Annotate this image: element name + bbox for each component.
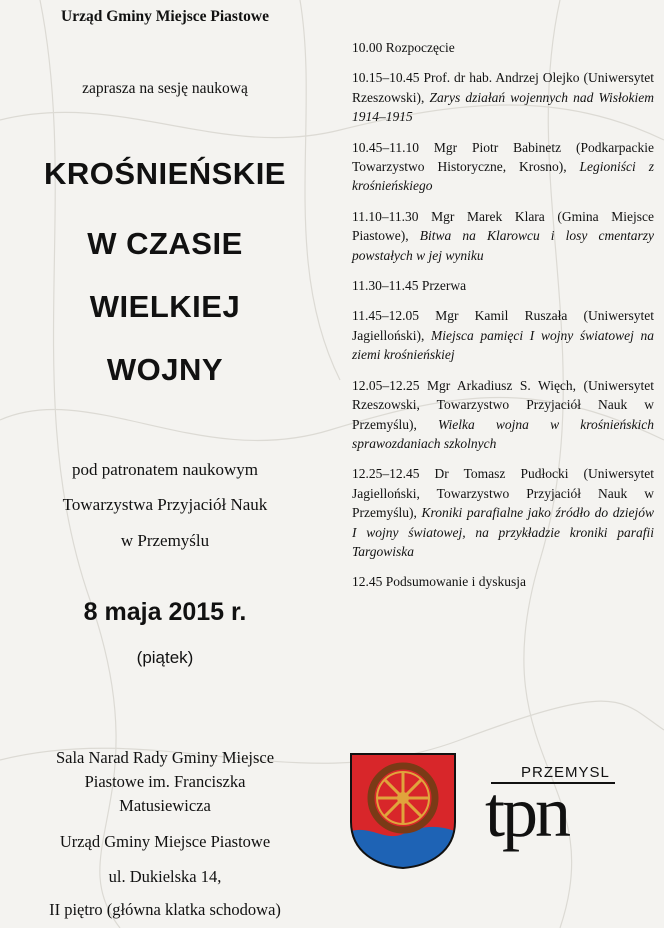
venue-line-1: Sala Narad Rady Gminy Miejsce <box>55 748 275 767</box>
title-line-4: WOJNY <box>106 352 224 387</box>
tpn-wordmark: tpn <box>485 772 569 852</box>
venue-line-2: Piastowe im. Franciszka <box>84 772 246 791</box>
tpn-city-label: PRZEMYSL <box>521 764 610 781</box>
program-item: 11.10–11.30 Mgr Marek Klara (Gmina Miejsce Piastowe), Bitwa na Klarowcu i losy cmentarzy powstałych w jej wyniku <box>352 208 654 263</box>
program-item: 10.00 Rozpoczęcie <box>352 40 455 55</box>
title-line-2: W CZASIE <box>87 226 243 261</box>
invitation-text: zaprasza na sesję naukową <box>82 80 248 97</box>
program-item: 10.15–10.45 Prof. dr hab. Andrzej Olejko (Uniwersytet Rzeszowski), Zarys działań wojennych nad Wisłokiem 1914–1915 <box>352 70 655 125</box>
left-column <box>0 0 330 928</box>
program-item: 12.45 Podsumowanie i dyskusja <box>352 574 526 590</box>
coat-of-arms-icon <box>349 752 457 870</box>
patronage-line-1: pod patronatem naukowym <box>71 460 258 479</box>
event-date: 8 maja 2015 r. <box>83 598 247 626</box>
organizer: Urząd Gminy Miejsce Piastowe <box>61 8 269 25</box>
title-line-3: WIELKIEJ <box>89 289 241 324</box>
program-item: 11.45–12.05 Mgr Kamil Ruszała (Uniwersytet Jagielloński), Miejsca pamięci I wojny światowej na ziemi krośnieńskiej <box>352 308 655 363</box>
patronage-line-2: Towarzystwa Przyjaciół Nauk <box>62 495 268 514</box>
venue-line-6: II piętro (główna klatka schodowa) <box>49 900 281 919</box>
tpn-logo <box>479 756 629 866</box>
program-item: 12.05–12.25 Mgr Arkadiusz S. Więch, (Uniwersytet Rzeszowski, Towarzystwo Przyjaciół Nauk w Przemyślu), Wielka wojna w krośnieńskich sprawozdaniach szkolnych <box>352 377 654 451</box>
program-item: 11.30–11.45 Przerwa <box>352 278 467 294</box>
event-weekday: (piątek) <box>136 648 194 667</box>
patronage-line-3: w Przemyślu <box>120 531 210 550</box>
title-line-1: KROŚNIEŃSKIE <box>44 156 286 191</box>
venue-line-5: ul. Dukielska 14, <box>108 867 222 886</box>
program-list <box>352 38 654 603</box>
program-item: 12.25–12.45 Dr Tomasz Pudłocki (Uniwersytet Jagielloński, Towarzystwo Przyjaciół Nauk w Przemyślu), Kroniki parafialne jako źródło do dziejów I wojny światowej, na przykładzie kroniki parafii Targowiska <box>352 466 654 559</box>
venue-line-3: Matusiewicza <box>119 796 211 815</box>
venue-line-4: Urząd Gminy Miejsce Piastowe <box>59 832 271 851</box>
logos-area <box>345 750 645 870</box>
program-item: 10.45–11.10 Mgr Piotr Babinetz (Podkarpackie Towarzystwo Historyczne, Krosno), Legioniści z krośnieńskiego <box>352 139 654 194</box>
